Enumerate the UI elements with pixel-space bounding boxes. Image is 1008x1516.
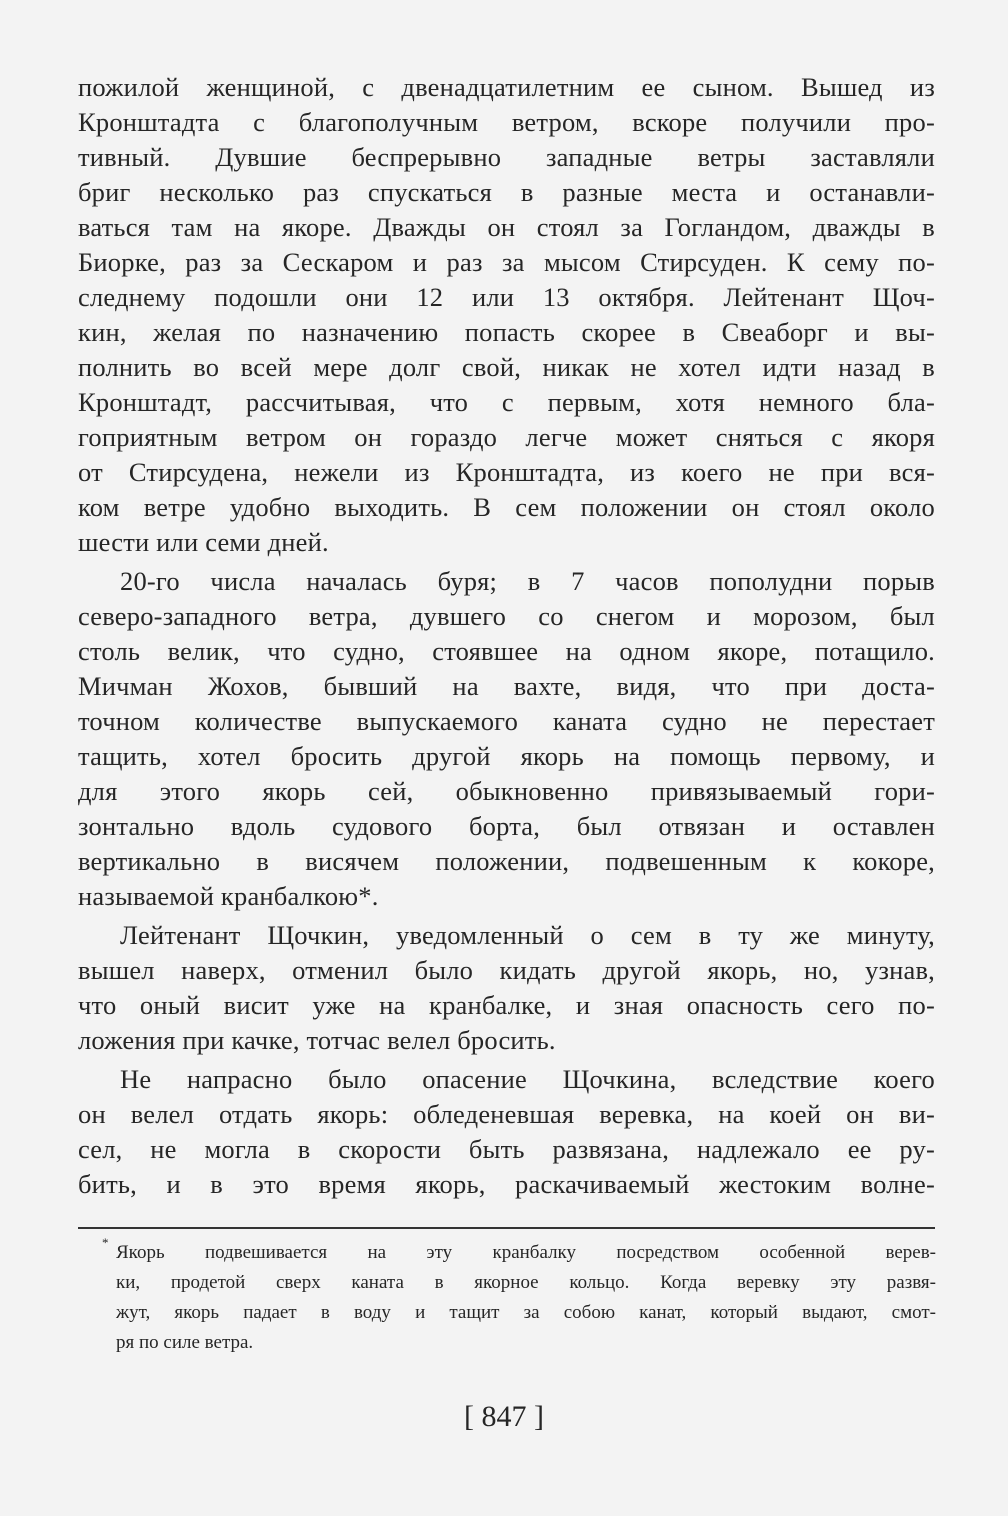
text-line: для этого якорь сей, обыкновенно привязываемый гори- <box>78 776 935 806</box>
page-number: [ 847 ] <box>464 1400 544 1433</box>
text-line: вертикально в висячем положении, подвешенным к кокоре, <box>78 846 935 876</box>
text-line: Лейтенант Щочкин, уведомленный о сем в ту же минуту, <box>120 920 935 950</box>
text-line: северо-западного ветра, дувшего со снегом и морозом, был <box>78 601 935 631</box>
text-line: Мичман Жохов, бывший на вахте, видя, что при доста- <box>78 671 935 701</box>
text-line: сел, не могла в скорости быть развязана, надлежало ее ру- <box>78 1134 935 1164</box>
main-text <box>78 70 935 1206</box>
text-line: полнить во всей мере долг свой, никак не хотел идти назад в <box>78 352 935 382</box>
text-line: шести или семи дней. <box>78 527 329 557</box>
text-line: вышел наверх, отменил было кидать другой якорь, но, узнав, <box>78 955 935 985</box>
text-line: гоприятным ветром он гораздо легче может сняться с якоря <box>78 422 935 452</box>
text-line: следнему подошли они 12 или 13 октября. Лейтенант Щоч- <box>78 282 935 312</box>
text-line: тащить, хотел бросить другой якорь на помощь первому, и <box>78 741 935 771</box>
text-line: от Стирсудена, нежели из Кронштадта, из коего не при вся- <box>78 457 935 487</box>
text-line: Кронштадт, рассчитывая, что с первым, хотя немного бла- <box>78 387 935 417</box>
text-line: что оный висит уже на кранбалке, и зная опасность сего по- <box>78 990 935 1020</box>
text-line: точном количестве выпускаемого каната судно не перестает <box>78 706 935 736</box>
paragraph <box>78 564 935 914</box>
text-line: пожилой женщиной, с двенадцатилетним ее сыном. Вышед из <box>78 72 935 102</box>
text-line: называемой кранбалкою*. <box>78 881 379 911</box>
text-line: тивный. Дувшие беспрерывно западные ветры заставляли <box>78 142 935 172</box>
text-line: бриг несколько раз спускаться в разные места и останавли- <box>78 177 935 207</box>
footnote-line: жут, якорь падает в воду и тащит за собою канат, который выдают, смот- <box>116 1302 936 1323</box>
footnote-line: ки, продетой сверх каната в якорное кольцо. Когда веревку эту развя- <box>116 1272 936 1293</box>
paragraph <box>78 918 935 1058</box>
text-line: Не напрасно было опасение Щочкина, вследствие коего <box>120 1064 935 1094</box>
text-line: кин, желая по назначению попасть скорее в Свеаборг и вы- <box>78 317 935 347</box>
text-line: 20-го числа началась буря; в 7 часов пополудни порыв <box>120 566 935 596</box>
text-line: Биорке, раз за Сескаром и раз за мысом Стирсуден. К сему по- <box>78 247 935 277</box>
footnote-line: Якорь подвешивается на эту кранбалку посредством особенной верев- <box>116 1242 936 1263</box>
paragraph <box>78 70 935 560</box>
text-line: ложения при качке, тотчас велел бросить. <box>78 1025 556 1055</box>
footnote-divider <box>78 1227 935 1229</box>
text-line: Кронштадта с благополучным ветром, вскоре получили про- <box>78 107 935 137</box>
text-line: он велел отдать якорь: обледеневшая веревка, на коей он ви- <box>78 1099 935 1129</box>
text-line: столь велик, что судно, стоявшее на одном якоре, потащило. <box>78 636 935 666</box>
footnote <box>102 1235 936 1358</box>
footnote-mark: * <box>102 1235 109 1250</box>
text-line: зонтально вдоль судового борта, был отвязан и оставлен <box>78 811 935 841</box>
text-line: ваться там на якоре. Дважды он стоял за Гогландом, дважды в <box>78 212 935 242</box>
text-line: ком ветре удобно выходить. В сем положении он стоял около <box>78 492 935 522</box>
paragraph <box>78 1062 935 1202</box>
text-line: бить, и в это время якорь, раскачиваемый жестоким волне- <box>78 1169 935 1199</box>
footnote-line: ря по силе ветра. <box>116 1332 254 1353</box>
